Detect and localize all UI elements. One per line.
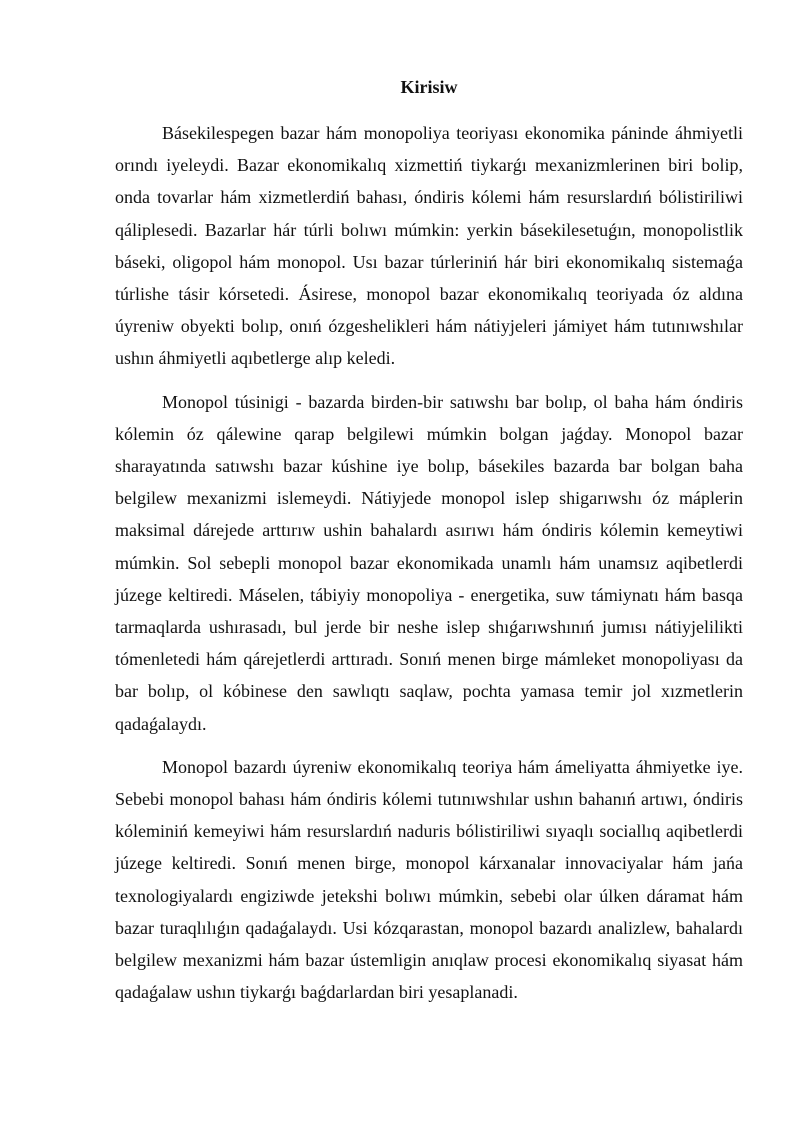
page-title: Kirisiw [400, 77, 458, 97]
paragraph-intro: Básekilespegen bazar hám monopoliya teoriyası ekonomika páninde áhmiyetli orındı iyeleydi. Bazar ekonomikalıq xizmettiń tiykarǵı mexanizmlerinen biri bolip, onda tovarlar hám xizmetlerdiń bahası, óndiris kólemi hám resurslardıń bólistiriliwi qáliplesedi. Bazarlar hár túrli bolıwı múmkin: yerkin básekilesetuǵın, monopolistlik báseki, oligopol hám monopol. Usı bazar túrleriniń hár biri ekonomikalıq sistemaǵa túrlishe tásir kórsetedi. Ásirese, monopol bazar ekonomikalıq teoriyada óz aldına úyreniw obyekti bolıp, onıń ózgeshelikleri hám nátiyjeleri jámiyet hám tutınıwshılar ushın áhmiyetli aqıbetlerge alıp keledi. [115, 123, 743, 369]
paragraph-monopoly-concept: Monopol túsinigi - bazarda birden-bir satıwshı bar bolıp, ol baha hám óndiris kólemin óz qálewine qarap belgilewi múmkin bolgan jaǵday. Monopol bazar sharayatında satıwshı bazar kúshine iye bolıp, básekiles bazarda bar bolgan baha belgilew mexanizmi islemeydi. Nátiyjede monopol islep shigarıwshı óz máplerin maksimal dárejede arttırıw ushin bahalardı asırıwı hám óndiris kólemin kemeytiwi múmkin. Sol sebepli monopol bazar ekonomikada unamlı hám unamsız aqibetlerdi júzege keltiredi. Máselen, tábiyiy monopoliya - energetika, suw támiynatı hám basqa tarmaqlarda ushırasadı, bul jerde bir neshe islep shıǵarıwshınıń jumısı nátiyjelilikti tómenletedi hám qárejetlerdi arttıradı. Sonıń menen birge mámleket monopoliyası da bar bolıp, ol kóbinese den sawlıqtı saqlaw, pochta yamasa temir jol xızmetlerin qadaǵalaydı. [115, 391, 743, 734]
paragraph-monopoly-importance: Monopol bazardı úyreniw ekonomikalıq teoriya hám ámeliyatta áhmiyetke iye. Sebebi monopol bahası hám óndiris kólemi tutınıwshılar ushın bahanıń artıwı, óndiris kóleminiń kemeyiwi hám resurslardıń naduris bólistiriliwi sıyaqlı sociallıq aqibetlerdi júzege keltiredi. Sonıń menen birge, monopol kárxanalar innovaciyalar hám jańa texnologiyalardı engiziwde jetekshi bolıwı múmkin, sebebi olar úlken dáramat hám bazar turaqlılıǵın qadaǵalaydı. Usi kózqarastan, monopol bazardı analizlew, bahalardı belgilew mexanizmi hám bazar ústemligin anıqlaw procesi ekonomikalıq siyasat hám qadaǵalaw ushın tiykarǵı baǵdarlardan biri yesaplanadi. [115, 756, 743, 1003]
